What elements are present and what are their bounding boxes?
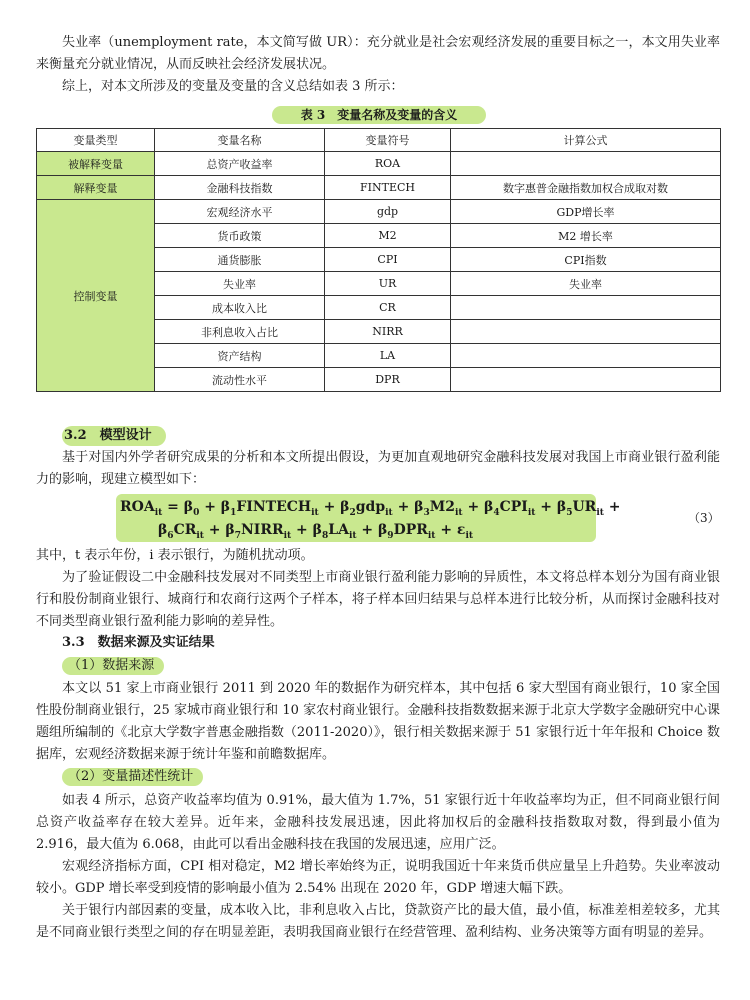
subheading-data-source: （1）数据来源 bbox=[62, 657, 164, 675]
table-row bbox=[37, 176, 721, 200]
section-3-3-heading: 3.3 数据来源及实证结果 bbox=[62, 635, 215, 650]
equation-line-2: $\beta_6CR_{it}$ + $\beta_7NIRR_{it} + \beta_8LA_{it} + \beta_9DPR_{it} + \varepsilon_{it}$ bbox=[158, 522, 474, 541]
cell-name: 货币政策 bbox=[155, 224, 325, 248]
equation-line-1: $ROA_{it} = \beta_0$ + $\beta_1FINTECH_{it} + \beta_2gdp_{it} + \beta_3M2_{it} + \beta_4CPI_{it} + \beta_5UR_{it}$ + bbox=[120, 499, 621, 518]
cell-symbol: FINTECH bbox=[325, 176, 451, 200]
cell-formula bbox=[451, 344, 721, 368]
cell-symbol: ROA bbox=[325, 152, 451, 176]
cell-name: 非利息收入占比 bbox=[155, 320, 325, 344]
cell-symbol: DPR bbox=[325, 368, 451, 392]
equation-number: （3） bbox=[688, 511, 720, 525]
header-var-type: 变量类型 bbox=[37, 129, 155, 152]
macro-indicators-paragraph: 宏观经济指标方面，CPI 相对稳定，M2 增长率始终为正，说明我国近十年来货币供应量呈上升趋势。失业率波动较小。GDP 增长率受到疫情的影响最小值为 2.54% 出现在 2020 年，GDP 增速大幅下跌。 bbox=[36, 859, 720, 896]
heterogeneity-paragraph: 为了验证假设二中金融科技发展对不同类型上市商业银行盈利能力影响的异质性，本文将总样本划分为国有商业银行和股份制商业银行、城商行和农商行这两个子样本，将子样本回归结果与总样本进行比较分析，从而探讨金融科技对不同类型商业银行盈利能力影响的差异性。 bbox=[36, 570, 720, 629]
cell-formula bbox=[451, 368, 721, 392]
cell-formula: CPI指数 bbox=[451, 248, 721, 272]
regression-equation bbox=[116, 494, 621, 542]
data-source-paragraph: 本文以 51 家上市商业银行 2011 到 2020 年的数据作为研究样本，其中包括 6 家大型国有商业银行，10 家全国性股份制商业银行，25 家城市商业银行和 10 家农村商业银行。金融科技指数数据来源于北京大学数字金融研究中心课题组所编制的《北京大学数字普惠金融指数（2011-2020）》，银行相关数据来源于 51 家银行近十年年报和 Choice 数据库，宏观经济数据来源于统计年鉴和前瞻数据库。 bbox=[36, 681, 720, 762]
cell-symbol: M2 bbox=[325, 224, 451, 248]
equation-note: 其中，t 表示年份，i 表示银行，为随机扰动项。 bbox=[36, 548, 314, 563]
cell-name: 宏观经济水平 bbox=[155, 200, 325, 224]
cell-name: 成本收入比 bbox=[155, 296, 325, 320]
cell-name: 资产结构 bbox=[155, 344, 325, 368]
cell-name: 金融科技指数 bbox=[155, 176, 325, 200]
descriptive-stats-paragraph: 如表 4 所示，总资产收益率均值为 0.91%，最大值为 1.7%，51 家银行近十年收益率均为正，但不同商业银行间总资产收益率存在较大差异。近年来，金融科技发展迅速，因此将加权后的金融科技指数取对数，得到最小值为 2.916，最大值为 6.068，由此可以看出金融科技在我国的发展迅速，应用广泛。 bbox=[36, 793, 720, 852]
cell-name: 流动性水平 bbox=[155, 368, 325, 392]
cell-symbol: CPI bbox=[325, 248, 451, 272]
group-control: 控制变量 bbox=[37, 200, 155, 392]
cell-symbol: CR bbox=[325, 296, 451, 320]
group-explained: 被解释变量 bbox=[37, 152, 155, 176]
cell-formula: 数字惠普金融指数加权合成取对数 bbox=[451, 176, 721, 200]
table3-variables bbox=[36, 128, 721, 392]
header-var-name: 变量名称 bbox=[155, 129, 325, 152]
summary-paragraph: 综上，对本文所涉及的变量及变量的含义总结如表 3 所示： bbox=[62, 79, 404, 94]
section-3-2-heading: 3.2 模型设计 bbox=[62, 426, 166, 446]
cell-formula: M2 增长率 bbox=[451, 224, 721, 248]
table-row bbox=[37, 200, 721, 224]
bank-factors-paragraph: 关于银行内部因素的变量，成本收入比，非利息收入占比，贷款资产比的最大值，最小值，标准差相差较多，尤其是不同商业银行类型之间的存在明显差距，表明我国商业银行在经营管理、盈利结构、业务决策等方面有明显的差异。 bbox=[36, 903, 720, 940]
cell-symbol: UR bbox=[325, 272, 451, 296]
ur-definition-paragraph: 失业率（unemployment rate，本文简写做 UR）：充分就业是社会宏观经济发展的重要目标之一，本文用失业率来衡量充分就业情况，从而反映社会经济发展状况。 bbox=[36, 35, 720, 72]
cell-symbol: NIRR bbox=[325, 320, 451, 344]
header-formula: 计算公式 bbox=[451, 129, 721, 152]
table3-caption: 表 3 变量名称及变量的含义 bbox=[272, 106, 486, 124]
cell-formula: GDP增长率 bbox=[451, 200, 721, 224]
group-explanatory: 解释变量 bbox=[37, 176, 155, 200]
cell-formula bbox=[451, 152, 721, 176]
cell-name: 通货膨胀 bbox=[155, 248, 325, 272]
cell-formula: 失业率 bbox=[451, 272, 721, 296]
cell-formula bbox=[451, 320, 721, 344]
model-intro-paragraph: 基于对国内外学者研究成果的分析和本文所提出假设，为更加直观地研究金融科技发展对我国上市商业银行盈利能力的影响，现建立模型如下： bbox=[36, 450, 720, 487]
table-header-row bbox=[37, 129, 721, 152]
cell-name: 失业率 bbox=[155, 272, 325, 296]
header-var-symbol: 变量符号 bbox=[325, 129, 451, 152]
cell-symbol: gdp bbox=[325, 200, 451, 224]
cell-symbol: LA bbox=[325, 344, 451, 368]
table-row bbox=[37, 152, 721, 176]
cell-formula bbox=[451, 296, 721, 320]
cell-name: 总资产收益率 bbox=[155, 152, 325, 176]
subheading-descriptive-stats: （2）变量描述性统计 bbox=[62, 768, 203, 786]
